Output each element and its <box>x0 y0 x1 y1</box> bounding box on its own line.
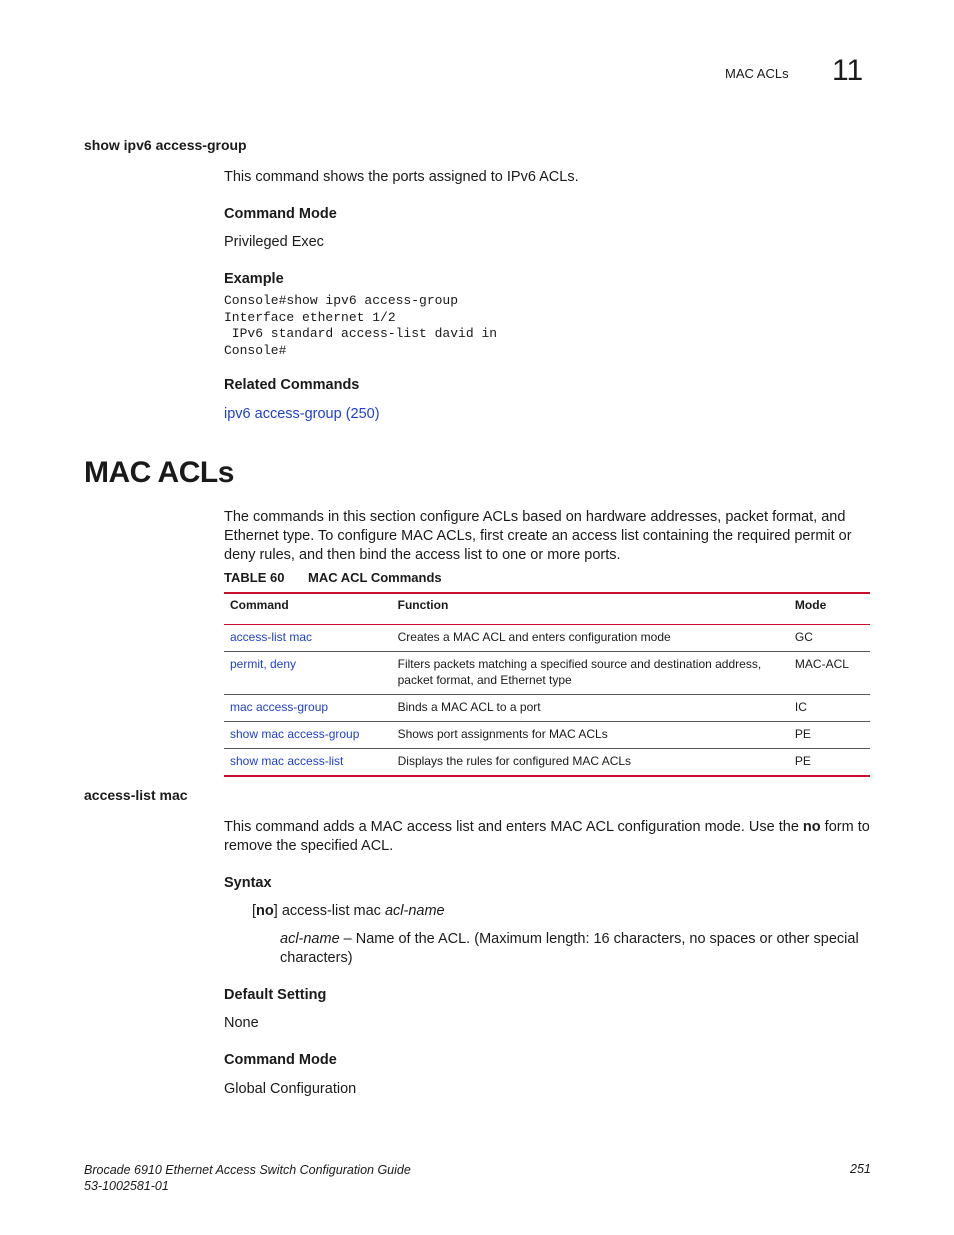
access-list-mac-description <box>224 818 874 856</box>
table-title: MAC ACL Commands <box>308 570 442 585</box>
table-row <box>224 625 870 652</box>
access-list-mode-label: Command Mode <box>224 1052 337 1068</box>
syntax-command: access-list mac <box>281 903 381 919</box>
footer-doc-title: Brocade 6910 Ethernet Access Switch Configuration Guide <box>84 1163 411 1177</box>
mac-acls-intro: The commands in this section configure ACLs based on hardware addresses, packet format, and Ethernet type. To configure MAC ACLs, first create an access list containing the required permit or deny rules, and then bind the access list to one or more ports. <box>224 509 852 563</box>
show-ipv6-mode-value: Privileged Exec <box>224 234 324 250</box>
mode-cell: MAC-ACL <box>789 652 870 695</box>
table-number: TABLE 60 <box>224 570 285 585</box>
syntax-line <box>252 902 445 921</box>
command-link-access-list-mac[interactable]: access-list mac <box>230 630 313 644</box>
mode-cell: GC <box>789 625 870 652</box>
show-ipv6-example-code: Console#show ipv6 access-group Interface ethernet 1/2 IPv6 standard access-list david in Console# <box>224 293 498 358</box>
description-text: This command adds a MAC access list and enters MAC ACL configuration mode. Use the <box>224 819 803 835</box>
footer-doc-number: 53-1002581-01 <box>84 1179 169 1193</box>
parameter-name: acl-name <box>280 931 340 947</box>
show-ipv6-mode-label: Command Mode <box>224 206 337 222</box>
description-text-end: form to remove the specified ACL. <box>224 819 870 854</box>
default-setting-value: None <box>224 1015 259 1031</box>
show-ipv6-related-label: Related Commands <box>224 377 360 393</box>
syntax-bracket-close: ] <box>273 903 282 919</box>
mode-cell: IC <box>789 695 870 722</box>
section-title: MAC ACLs <box>84 456 234 489</box>
default-setting-label: Default Setting <box>224 987 327 1003</box>
no-keyword: no <box>802 819 821 835</box>
show-ipv6-description: This command shows the ports assigned to IPv6 ACLs. <box>224 169 579 185</box>
footer-doc-info <box>84 1162 411 1194</box>
table-row <box>224 695 870 722</box>
access-list-mac-heading: access-list mac <box>84 787 188 803</box>
command-link-mac-access-group[interactable]: mac access-group <box>230 700 329 714</box>
function-cell: Binds a MAC ACL to a port <box>392 695 789 722</box>
chapter-number: 11 <box>832 54 864 87</box>
mode-cell: PE <box>789 722 870 749</box>
show-ipv6-heading: show ipv6 access-group <box>84 137 247 153</box>
access-list-mode-value: Global Configuration <box>224 1081 357 1097</box>
mode-cell: PE <box>789 749 870 777</box>
command-link-show-mac-access-list[interactable]: show mac access-list <box>230 754 344 768</box>
table-row <box>224 722 870 749</box>
show-ipv6-example-label: Example <box>224 271 284 287</box>
column-header-function: Function <box>397 598 449 612</box>
command-link-show-mac-access-group[interactable]: show mac access-group <box>230 727 360 741</box>
related-command-link[interactable]: ipv6 access-group (250) <box>224 406 380 422</box>
mac-acl-commands-table <box>224 592 870 777</box>
table-row <box>224 652 870 695</box>
table-row <box>224 749 870 777</box>
parameter-description <box>280 930 872 968</box>
command-link-permit-deny[interactable]: permit, deny <box>230 657 297 671</box>
column-header-command: Command <box>230 598 289 612</box>
table-caption <box>224 570 442 585</box>
syntax-parameter: acl-name <box>384 903 445 919</box>
syntax-bracket-open: [ <box>252 903 257 919</box>
page-number: 251 <box>850 1162 871 1176</box>
syntax-label: Syntax <box>224 875 272 891</box>
function-cell: Shows port assignments for MAC ACLs <box>392 722 789 749</box>
function-cell: Creates a MAC ACL and enters configuration mode <box>392 625 789 652</box>
parameter-text: – Name of the ACL. (Maximum length: 16 characters, no spaces or other special characters) <box>280 931 859 966</box>
function-cell: Displays the rules for configured MAC ACLs <box>392 749 789 777</box>
running-header-section: MAC ACLs <box>725 66 789 81</box>
function-cell: Filters packets matching a specified source and destination address, packet format, and Ethernet type <box>392 652 789 695</box>
syntax-no-keyword: no <box>256 903 274 919</box>
table-header-row <box>224 593 870 625</box>
column-header-mode: Mode <box>794 598 827 612</box>
